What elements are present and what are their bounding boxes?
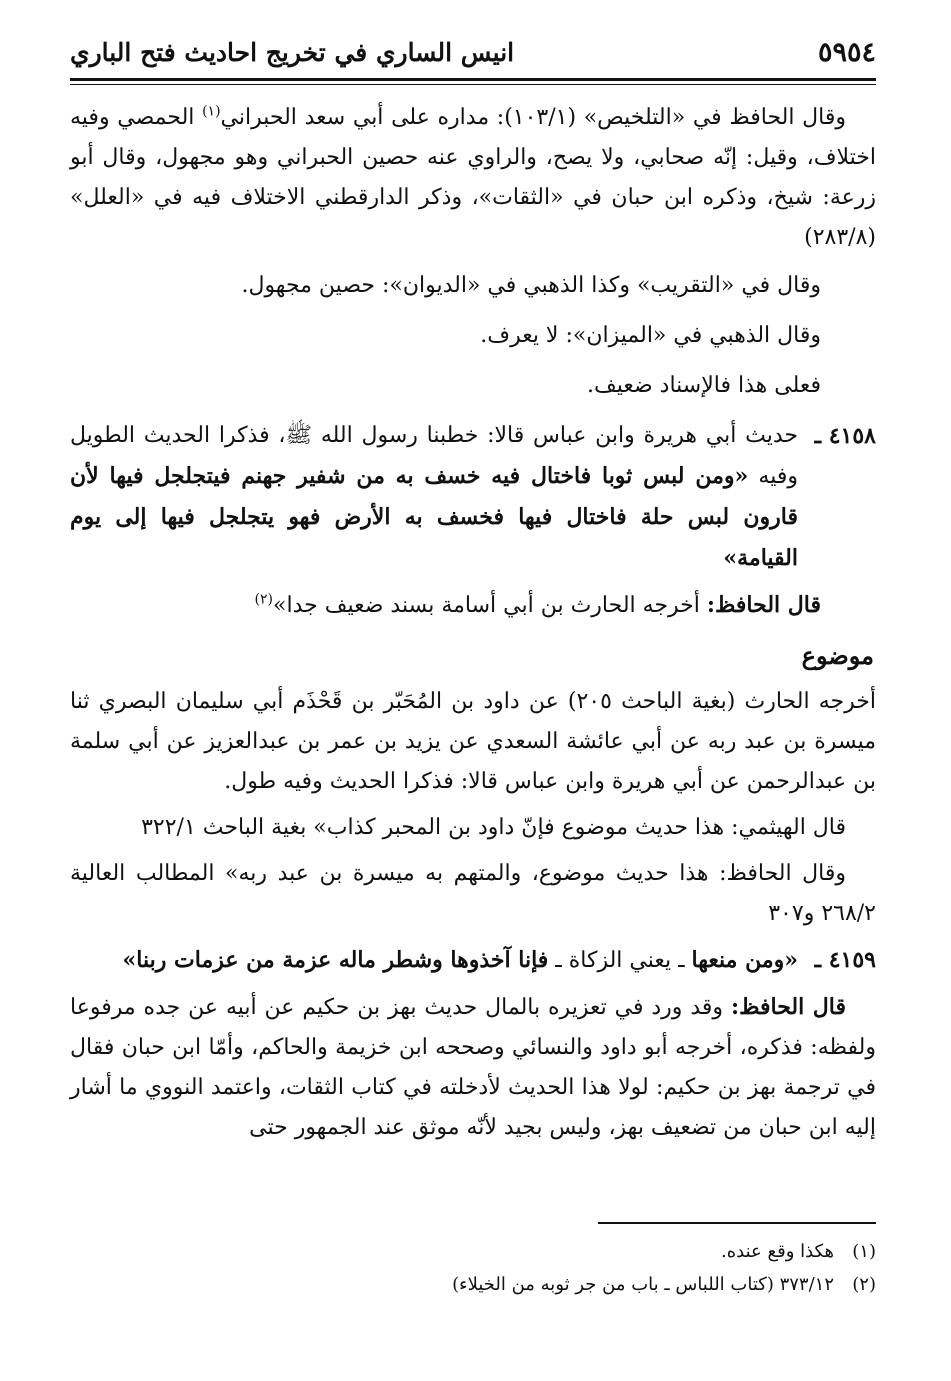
page-number: ٥٩٥٤ xyxy=(817,36,876,68)
footnote-text: ٣٧٣/١٢ (كتاب اللباس ـ باب من جر ثوبه من الخيلاء) xyxy=(452,1274,834,1295)
paragraph-talkhis xyxy=(70,98,876,258)
hadith-number: ٤١٥٩ ـ xyxy=(814,947,876,973)
paragraph-hafiz-matalib: وقال الحافظ: هذا حديث موضوع، والمتهم به ميسرة بن عبد ربه» المطالب العالية ٢٦٨/٢ و٣٠٧ xyxy=(70,861,876,926)
text-run: وقد ورد في تعزيره بالمال حديث بهز بن حكيم عن أبيه عن جده مرفوعا ولفظه: فذكره، أخرجه أبو داود والنسائي وصححه ابن خزيمة والحاكم، وأمّا ابن حبان فقال في ترجمة بهز بن حكيم: لولا هذا الحديث لأدخلته في كتاب الثقات، واعتمد النووي ما أشار إليه ابن حبان من تضعيف بهز، وليس بجيد لأنّه موثق عند الجمهور حتى xyxy=(70,995,876,1140)
footnote-text: هكذا وقع عنده. xyxy=(721,1241,834,1262)
footnotes xyxy=(70,1235,876,1301)
hadith-text xyxy=(70,416,798,579)
hafiz-comment-4158 xyxy=(70,585,876,626)
footnote-number: (١) xyxy=(852,1241,876,1262)
hadith-4159 xyxy=(70,940,876,981)
hafiz-comment-4159 xyxy=(70,987,876,1148)
header-rule xyxy=(70,78,876,85)
hafiz-label: قال الحافظ: xyxy=(706,592,821,618)
hafiz-label: قال الحافظ: xyxy=(730,994,846,1020)
text-run: ـ يعني الزكاة ـ xyxy=(548,948,692,973)
hadith-quote: فإنا آخذوها وشطر ماله عزمة من عزمات ربنا» xyxy=(122,947,549,973)
hadith-4158 xyxy=(70,416,876,579)
paragraph-haythami: قال الهيثمي: هذا حديث موضوع فإنّ داود بن المحبر كذاب» بغية الباحث ٣٢٢/١ xyxy=(141,815,846,840)
paragraph-taqrib: وقال في «التقريب» وكذا الذهبي في «الديوان»: حصين مجهول. xyxy=(241,273,821,298)
hadith-quote: «ومن منعها xyxy=(691,947,798,973)
text-run: أخرجه الحارث بن أبي أسامة بسند ضعيف جدا» xyxy=(273,593,707,618)
page-header xyxy=(70,30,876,74)
footnote-1 xyxy=(70,1235,876,1268)
footnote-ref-2[interactable]: (٢) xyxy=(254,591,273,608)
footnote-separator xyxy=(598,1222,876,1224)
running-title: انيس الساري في تخريج احاديث فتح الباري xyxy=(70,37,515,67)
hadith-quote: «ومن لبس ثوبا فاختال فيه خسف به من شفير جهنم فيتجلجل فيها لأن قارون لبس حلة فاختال فيها فخسف به الأرض فهو يتجلجل فيها إلى يوم القيامة» xyxy=(70,463,798,571)
text-run: حديث أبي هريرة وابن عباس قالا: خطبنا رسول الله ﷺ، فذكرا الحديث الطويل وفيه xyxy=(70,423,798,489)
footnote-2 xyxy=(70,1268,876,1301)
paragraph-mizan: وقال الذهبي في «الميزان»: لا يعرف. xyxy=(480,323,821,348)
text-run: الحمصي وفيه اختلاف، وقيل: إنّه صحابي، ولا يصح، والراوي عنه حصين الحبراني وهو مجهول، وقال أبو زرعة: شيخ، وذكره ابن حبان في «الثقات»، وذكر الدارقطني الاختلاف فيه في «العلل» (٢٨٣/٨) xyxy=(70,105,876,250)
section-heading: موضوع xyxy=(801,641,874,670)
hadith-text xyxy=(70,940,798,981)
page-body xyxy=(70,98,876,1154)
paragraph-conclusion: فعلى هذا فالإسناد ضعيف. xyxy=(586,373,821,398)
paragraph-takhrij: أخرجه الحارث (بغية الباحث ٢٠٥) عن داود بن المُحَبّر بن قَحْذَم أبي سليمان البصري ثنا ميسرة بن عبد ربه عن أبي عائشة السعدي عن يزيد بن عمر بن عبدالعزيز عن أبي سلمة بن عبدالرحمن عن أبي هريرة وابن عباس قالا: فذكرا الحديث وفيه طول. xyxy=(70,689,876,794)
footnote-number: (٢) xyxy=(852,1274,876,1295)
text-run: وقال الحافظ في «التلخيص» (١٠٣/١): مداره على أبي سعد الحبراني xyxy=(220,105,846,130)
hadith-number: ٤١٥٨ ـ xyxy=(814,423,876,449)
footnote-ref-1[interactable]: (١) xyxy=(202,103,221,120)
